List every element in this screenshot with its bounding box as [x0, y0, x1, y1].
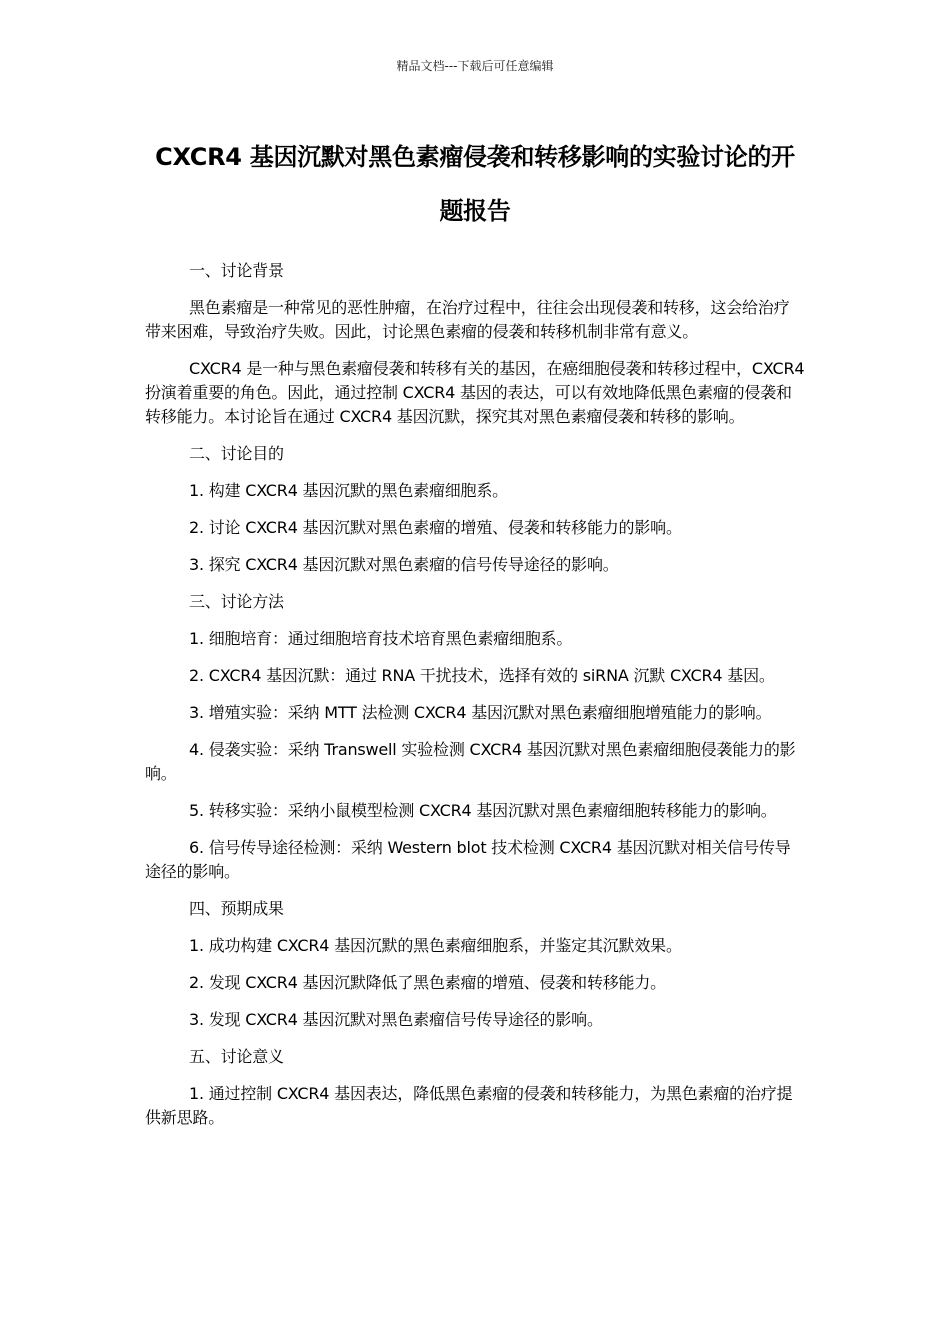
- list-item: 3. 发现 CXCR4 基因沉默对黑色素瘤信号传导途径的影响。: [189, 1010, 603, 1029]
- section-heading-background: 一、讨论背景: [189, 261, 284, 280]
- list-item: 3. 增殖实验：采纳 MTT 法检测 CXCR4 基因沉默对黑色素瘤细胞增殖能力的影响。: [189, 703, 772, 722]
- list-item: 3. 探究 CXCR4 基因沉默对黑色素瘤的信号传导途径的影响。: [189, 555, 619, 574]
- list-item: 2. 讨论 CXCR4 基因沉默对黑色素瘤的增殖、侵袭和转移能力的影响。: [189, 518, 682, 537]
- list-item: 2. CXCR4 基因沉默：通过 RNA 干扰技术，选择有效的 siRNA 沉默 CXCR4 基因。: [189, 666, 775, 685]
- list-item: 1. 细胞培育：通过细胞培育技术培育黑色素瘤细胞系。: [189, 629, 573, 648]
- list-item: 5. 转移实验：采纳小鼠模型检测 CXCR4 基因沉默对黑色素瘤细胞转移能力的影响。: [189, 801, 777, 820]
- document-body: [145, 259, 805, 1143]
- header-note: 精品文档---下载后可任意编辑: [396, 59, 554, 73]
- list-item: 1. 构建 CXCR4 基因沉默的黑色素瘤细胞系。: [189, 481, 508, 500]
- document-title: CXCR4 基因沉默对黑色素瘤侵袭和转移影响的实验讨论的开题报告: [155, 143, 795, 225]
- list-item: 6. 信号传导途径检测：采纳 Western blot 技术检测 CXCR4 基因沉默对相关信号传导途径的影响。: [145, 838, 791, 881]
- section-heading-expected-results: 四、预期成果: [189, 899, 284, 918]
- list-item: 1. 通过控制 CXCR4 基因表达，降低黑色素瘤的侵袭和转移能力，为黑色素瘤的治疗提供新思路。: [145, 1084, 793, 1127]
- paragraph: CXCR4 是一种与黑色素瘤侵袭和转移有关的基因，在癌细胞侵袭和转移过程中，CXCR4 扮演着重要的角色。因此，通过控制 CXCR4 基因的表达，可以有效地降低黑色素瘤的侵袭和转移能力。本讨论旨在通过 CXCR4 基因沉默，探究其对黑色素瘤侵袭和转移的影响。: [145, 359, 805, 426]
- section-heading-significance: 五、讨论意义: [189, 1047, 284, 1066]
- paragraph: 黑色素瘤是一种常见的恶性肿瘤，在治疗过程中，往往会出现侵袭和转移，这会给治疗带来困难，导致治疗失败。因此，讨论黑色素瘤的侵袭和转移机制非常有意义。: [145, 298, 790, 341]
- section-heading-methods: 三、讨论方法: [189, 592, 284, 611]
- section-heading-objectives: 二、讨论目的: [189, 444, 284, 463]
- list-item: 2. 发现 CXCR4 基因沉默降低了黑色素瘤的增殖、侵袭和转移能力。: [189, 973, 666, 992]
- list-item: 1. 成功构建 CXCR4 基因沉默的黑色素瘤细胞系，并鉴定其沉默效果。: [189, 936, 682, 955]
- list-item: 4. 侵袭实验：采纳 Transwell 实验检测 CXCR4 基因沉默对黑色素瘤细胞侵袭能力的影响。: [145, 740, 796, 783]
